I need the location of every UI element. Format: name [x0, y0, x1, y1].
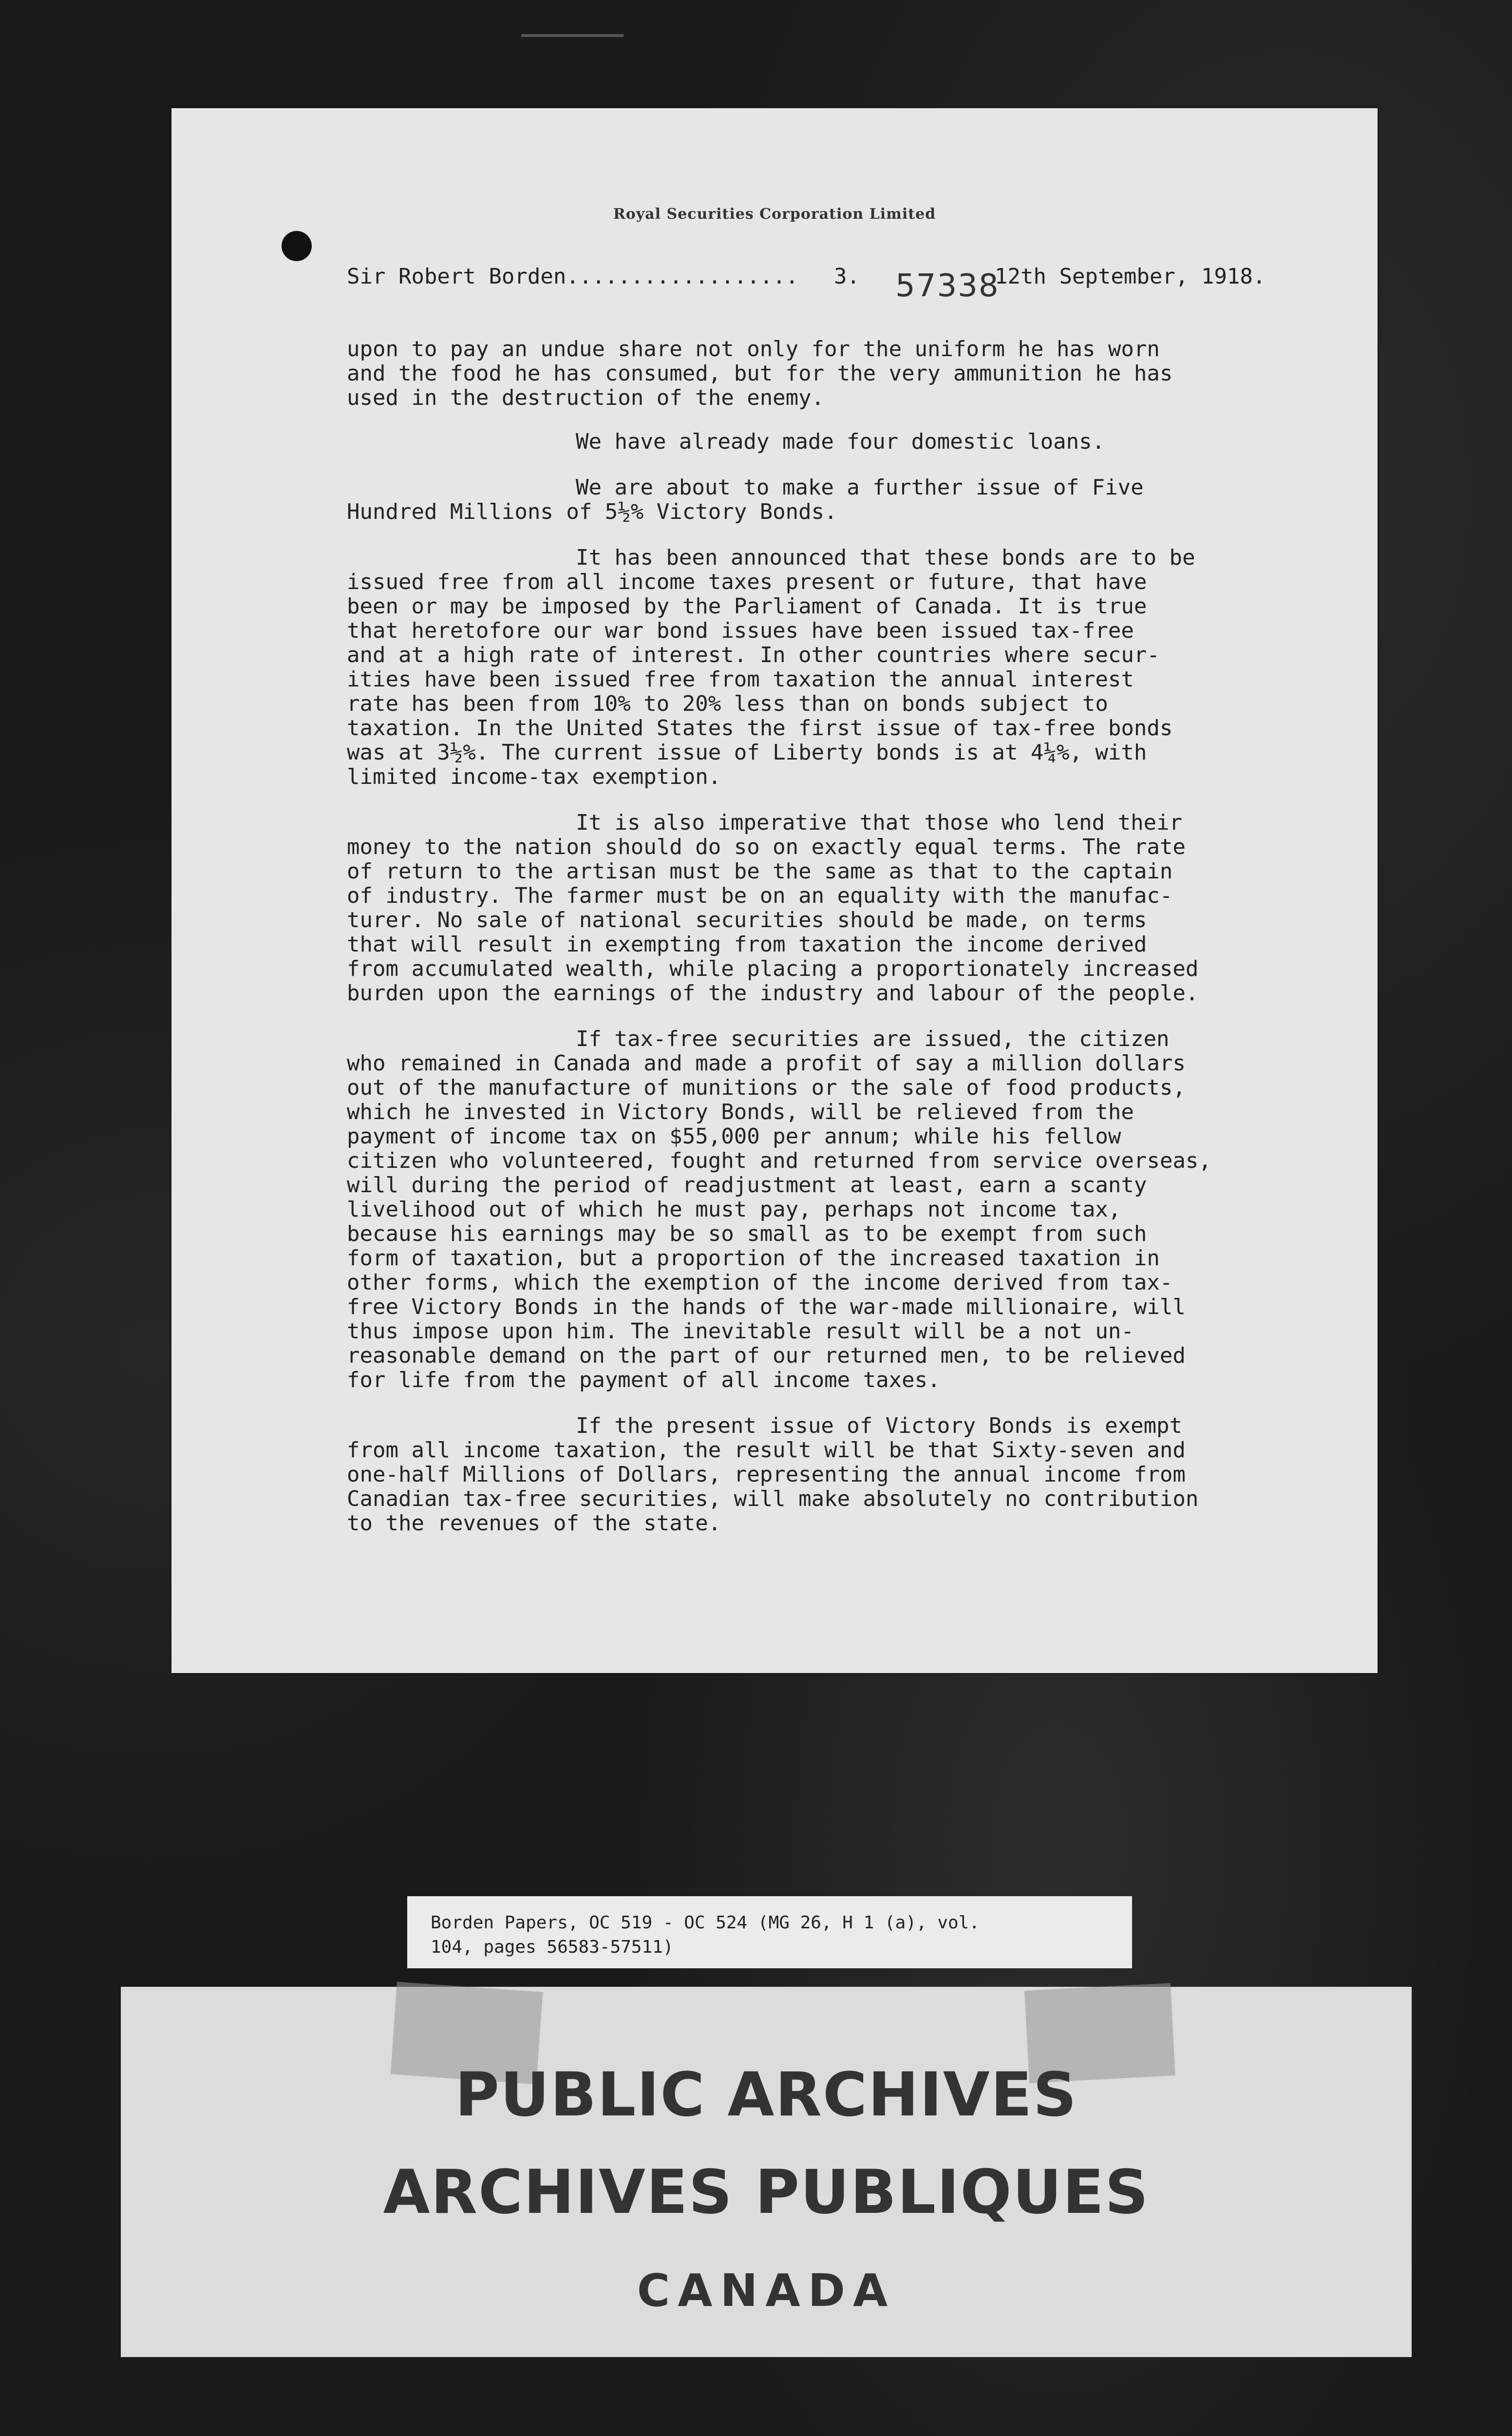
paragraph-revenue-conclusion: If the present issue of Victory Bonds is exempt from all income taxation, the result will be that Sixty-seven and one-half Millions of Dollars, representing the annual income from Canadian tax-free securities, will make absolutely no contribution to the revenues of the state. [347, 1413, 1199, 1536]
page-number: 3. [834, 264, 860, 289]
letter-page [171, 108, 1378, 1673]
archives-country: CANADA [637, 2265, 896, 2317]
letterhead: Royal Securities Corporation Limited [613, 206, 936, 223]
archives-card [121, 1987, 1412, 2357]
punch-hole [282, 231, 312, 261]
citation-label: Borden Papers, OC 519 - OC 524 (MG 26, H 1 (a), vol. 104, pages 56583-57511) [407, 1896, 1132, 1968]
paragraph-domestic-loans: We have already made four domestic loans. [576, 429, 1105, 454]
recipient-line: Sir Robert Borden.................. [347, 264, 799, 289]
film-edge-mark [521, 34, 624, 37]
paragraph-continuation: upon to pay an undue share not only for the uniform he has worn and the food he has consumed, but for the very ammunition he has used in the destruction of the enemy. [347, 337, 1173, 410]
archives-title-french: ARCHIVES PUBLIQUES [383, 2157, 1150, 2227]
archives-title-english: PUBLIC ARCHIVES [455, 2060, 1077, 2130]
paragraph-tax-free-announcement: It has been announced that these bonds are to be issued free from all income taxes present or future, that have been or may be imposed by the Parliament of Canada. It is true that heretofore our war bond issues have been issued tax-free and at a high rate of interest. In other countries where secur- ities have been issued free from taxation the annual interest rate has been from 10% to 20% less than on bonds subject to taxation. In the United States the first issue of tax-free bonds was at 3½%. The current issue of Liberty bonds is at 4¼%, with limited income-tax exemption. [347, 545, 1195, 789]
paragraph-equal-terms: It is also imperative that those who lend their money to the nation should do so on exactly equal terms. The rate of return to the artisan must be the same as that to the captain of industry. The farmer must be on an equality with the manufac- turer. No sale of national securities should be made, on terms that will result in exempting from taxation the income derived from accumulated wealth, while placing a proportionately increased burden upon the earnings of the industry and labour of the people. [347, 810, 1199, 1006]
document-number-stamp: 57338 [895, 268, 1000, 304]
letter-body [347, 337, 1345, 1557]
paragraph-further-issue: We are about to make a further issue of Five Hundred Millions of 5½% Victory Bonds. [347, 475, 1144, 524]
paragraph-citizen-example: If tax-free securities are issued, the citizen who remained in Canada and made a profit of say a million dollars out of the manufacture of munitions or the sale of food products, which he invested in Victory Bonds, will be relieved from the payment of income tax on $55,000 per annum; while his fellow citizen who volunteered, fought and returned from service overseas, will during the period of readjustment at least, earn a scanty livelihood out of which he must pay, perhaps not income tax, because his earnings may be so small as to be exempt from such form of taxation, but a proportion of the increased taxation in other forms, which the exemption of the income derived from tax- free Victory Bonds in the hands of the war-made millionaire, will thus impose upon him. The inevitable result will be a not un- reasonable demand on the part of our returned men, to be relieved for life from the payment of all income taxes. [347, 1027, 1211, 1392]
letter-header [347, 264, 1331, 304]
letter-date: 12th September, 1918. [995, 264, 1266, 289]
